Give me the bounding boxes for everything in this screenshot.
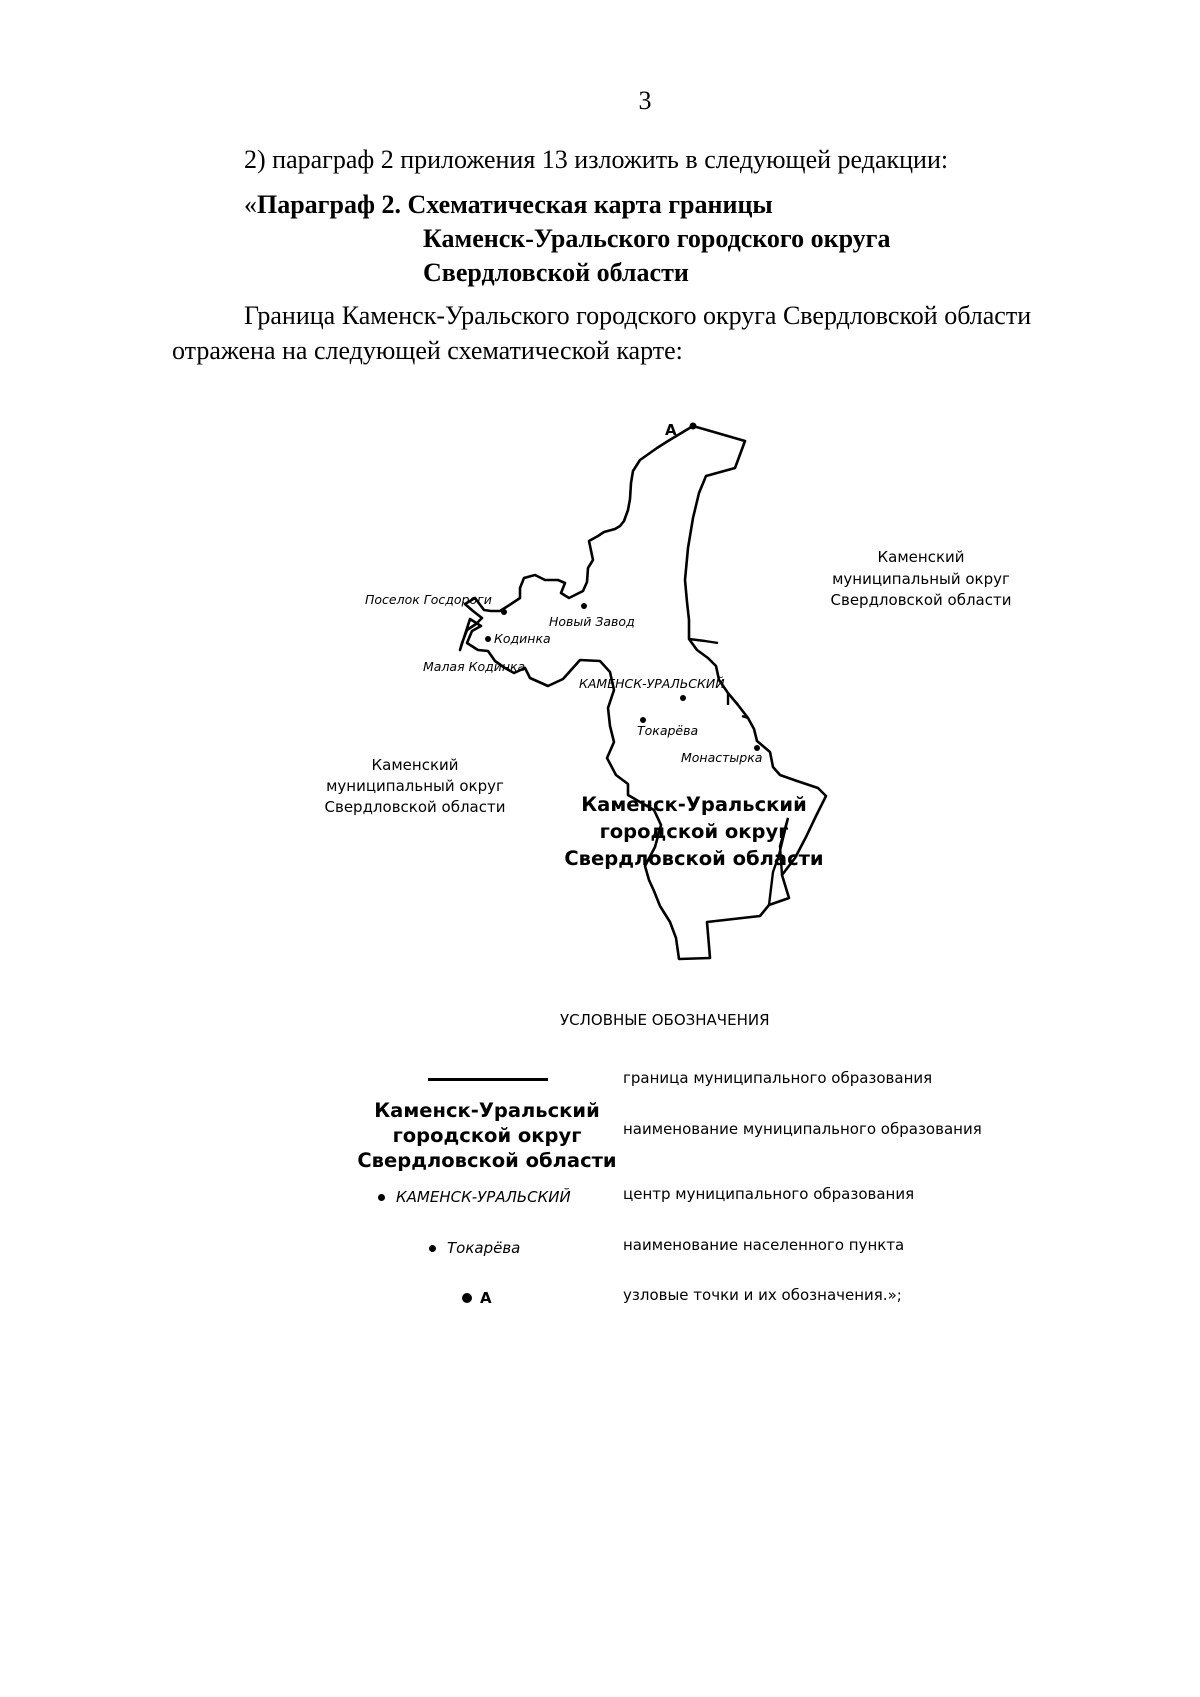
legend-boundary-line-sample — [428, 1078, 548, 1081]
settlement-label-malaya-kodinka: Малая Кодинка — [423, 659, 526, 674]
center-dot — [680, 695, 686, 701]
legend-municipality-sample — [352, 1098, 622, 1173]
legend-settlement-sample-label: Токарёва — [447, 1239, 521, 1257]
legend-settlement-dot — [429, 1245, 436, 1252]
neighbor-west-line-3: Свердловской области — [324, 798, 506, 816]
opening-quote: « — [244, 190, 257, 219]
legend-municipality-sample-line-2: городской округ — [392, 1124, 582, 1147]
body-paragraph-line-2: отражена на следующей схематической карте: — [172, 336, 683, 365]
settlement-label-gosdorogi: Поселок Госдороги — [365, 592, 492, 607]
settlement-label-novy-zavod: Новый Завод — [549, 614, 635, 629]
node-point-a — [690, 423, 697, 430]
settlement-dot-novy-zavod — [581, 603, 587, 609]
node-label-a: А — [665, 421, 677, 439]
center-label: КАМЕНСК-УРАЛЬСКИЙ — [579, 676, 725, 691]
legend-node-sample — [462, 1289, 492, 1307]
settlement-label-tokareva: Токарёва — [637, 723, 699, 738]
legend-center-sample-label: КАМЕНСК-УРАЛЬСКИЙ — [396, 1188, 571, 1206]
heading-line-3: Свердловской области — [423, 258, 689, 287]
legend-center-dot — [378, 1194, 385, 1201]
neighbor-west-line-2: муниципальный округ — [326, 777, 504, 795]
settlement-dot-gosdorogi — [501, 609, 507, 615]
neighbor-west-line-1: Каменский — [371, 756, 459, 774]
legend-node-description: узловые точки и их обозначения.»; — [623, 1286, 902, 1304]
legend-center-sample — [378, 1188, 571, 1206]
municipality-name-line-2: городской округ — [599, 820, 789, 843]
legend-municipality-sample-line-3: Свердловской области — [357, 1149, 617, 1172]
legend-settlement-description: наименование населенного пункта — [623, 1236, 905, 1254]
legend-municipality-description: наименование муниципального образования — [623, 1120, 982, 1138]
legend-settlement-sample — [429, 1239, 520, 1257]
legend-node-dot — [462, 1293, 472, 1303]
municipality-name-line-1: Каменск-Уральский — [581, 793, 807, 816]
settlement-dot-kodinka — [485, 636, 491, 642]
heading-title: Параграф 2. Схематическая карта границы — [257, 190, 773, 219]
legend-boundary-description: граница муниципального образования — [623, 1069, 933, 1087]
legend-node-sample-label: А — [480, 1289, 492, 1307]
neighbor-east-line-3: Свердловской области — [830, 591, 1012, 609]
municipality-name-line-3: Свердловской области — [564, 847, 824, 870]
legend-title: УСЛОВНЫЕ ОБОЗНАЧЕНИЯ — [560, 1011, 770, 1029]
settlement-label-kodinka: Кодинка — [494, 631, 551, 646]
neighbor-east-line-1: Каменский — [877, 548, 965, 566]
body-paragraph-line-1: Граница Каменск-Уральского городского округа Свердловской области — [244, 301, 1032, 330]
page-number: 3 — [638, 86, 652, 115]
settlement-label-monastyrka: Монастырка — [681, 750, 763, 765]
neighbor-east-line-2: муниципальный округ — [832, 570, 1010, 588]
heading-line-2: Каменск-Уральского городского округа — [423, 224, 891, 253]
legend-center-description: центр муниципального образования — [623, 1185, 915, 1203]
intro-text: 2) параграф 2 приложения 13 изложить в следующей редакции: — [244, 145, 949, 174]
legend-municipality-sample-line-1: Каменск-Уральский — [374, 1099, 600, 1122]
